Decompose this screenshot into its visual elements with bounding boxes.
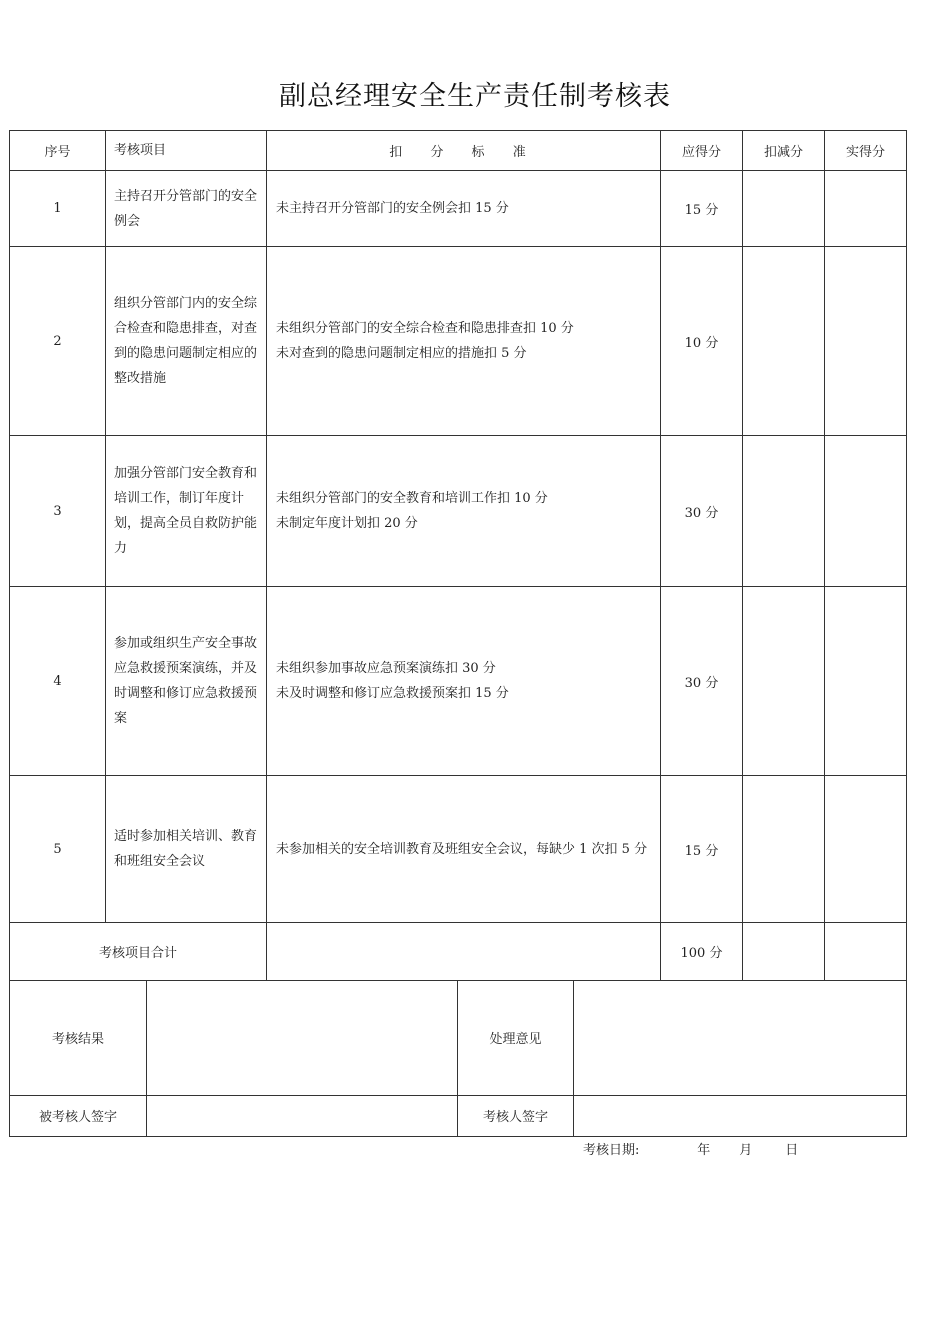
header-criteria: 扣 分 标 准 — [267, 131, 661, 171]
actual-cell[interactable] — [825, 171, 907, 247]
result-table — [9, 981, 906, 1137]
row-criteria — [267, 171, 661, 247]
total-criteria-cell — [267, 923, 661, 981]
header-deduct-score: 扣减分 — [743, 131, 825, 171]
row-item: 参加或组织生产安全事故应急救援预案演练，并及时调整和修订应急救援预案 — [106, 587, 267, 776]
criteria-line: 未组织分管部门的安全教育和培训工作扣 10 分 — [276, 491, 548, 506]
criteria-line: 未制定年度计划扣 20 分 — [276, 516, 418, 531]
actual-cell[interactable] — [825, 247, 907, 436]
deduct-cell[interactable] — [743, 247, 825, 436]
row-item: 适时参加相关培训、教育和班组安全会议 — [106, 776, 267, 923]
deduct-cell[interactable] — [743, 436, 825, 587]
table-row — [10, 171, 907, 247]
criteria-line: 未参加相关的安全培训教育及班组安全会议，每缺少 1 次扣 5 分 — [276, 841, 648, 857]
result-row — [10, 981, 907, 1095]
row-score: 30 分 — [661, 587, 743, 776]
row-seq: 2 — [10, 247, 106, 436]
actual-cell[interactable] — [825, 436, 907, 587]
page-title: 副总经理安全生产责任制考核表 — [279, 81, 671, 112]
criteria-line: 未主持召开分管部门的安全例会扣 15 分 — [276, 201, 509, 216]
row-seq: 3 — [10, 436, 106, 587]
total-deduct-cell[interactable] — [743, 923, 825, 981]
table-row — [10, 776, 907, 923]
assessee-signature-label: 被考核人签字 — [10, 1095, 147, 1136]
row-criteria — [267, 247, 661, 436]
date-year: 年 — [697, 1143, 711, 1158]
assessment-table — [9, 130, 906, 981]
row-item: 加强分管部门安全教育和培训工作，制订年度计划，提高全员自救防护能力 — [106, 436, 267, 587]
total-actual-cell[interactable] — [825, 923, 907, 981]
row-item: 组织分管部门内的安全综合检查和隐患排查，对查到的隐患问题制定相应的整改措施 — [106, 247, 267, 436]
date-day: 日 — [785, 1143, 799, 1158]
header-row — [10, 131, 907, 171]
header-actual-score: 实得分 — [825, 131, 907, 171]
opinion-label: 处理意见 — [458, 981, 574, 1095]
total-label: 考核项目合计 — [10, 923, 267, 981]
row-score: 10 分 — [661, 247, 743, 436]
table-row — [10, 587, 907, 776]
total-row — [10, 923, 907, 981]
header-seq: 序号 — [10, 131, 106, 171]
row-criteria — [267, 776, 661, 923]
result-input[interactable] — [147, 981, 458, 1095]
assessment-date — [583, 1139, 798, 1158]
date-label: 考核日期: — [583, 1143, 640, 1158]
row-item: 主持召开分管部门的安全例会 — [106, 171, 267, 247]
actual-cell[interactable] — [825, 587, 907, 776]
row-score: 15 分 — [661, 171, 743, 247]
criteria-line: 未组织参加事故应急预案演练扣 30 分 — [276, 661, 496, 676]
row-seq: 1 — [10, 171, 106, 247]
assessor-signature-field[interactable] — [574, 1095, 907, 1136]
deduct-cell[interactable] — [743, 587, 825, 776]
row-criteria — [267, 587, 661, 776]
row-seq: 5 — [10, 776, 106, 923]
assessee-signature-field[interactable] — [147, 1095, 458, 1136]
criteria-line: 未及时调整和修订应急救援预案扣 15 分 — [276, 686, 509, 701]
header-item: 考核项目 — [106, 131, 267, 171]
signature-row — [10, 1095, 907, 1136]
row-seq: 4 — [10, 587, 106, 776]
result-label: 考核结果 — [10, 981, 147, 1095]
deduct-cell[interactable] — [743, 171, 825, 247]
date-month: 月 — [739, 1143, 753, 1158]
criteria-line: 未组织分管部门的安全综合检查和隐患排查扣 10 分 — [276, 321, 574, 336]
row-criteria — [267, 436, 661, 587]
criteria-line: 未对查到的隐患问题制定相应的措施扣 5 分 — [276, 346, 527, 361]
row-score: 15 分 — [661, 776, 743, 923]
total-score: 100 分 — [661, 923, 743, 981]
row-score: 30 分 — [661, 436, 743, 587]
actual-cell[interactable] — [825, 776, 907, 923]
deduct-cell[interactable] — [743, 776, 825, 923]
table-row — [10, 436, 907, 587]
table-row — [10, 247, 907, 436]
header-should-score: 应得分 — [661, 131, 743, 171]
assessor-signature-label: 考核人签字 — [458, 1095, 574, 1136]
opinion-input[interactable] — [574, 981, 907, 1095]
